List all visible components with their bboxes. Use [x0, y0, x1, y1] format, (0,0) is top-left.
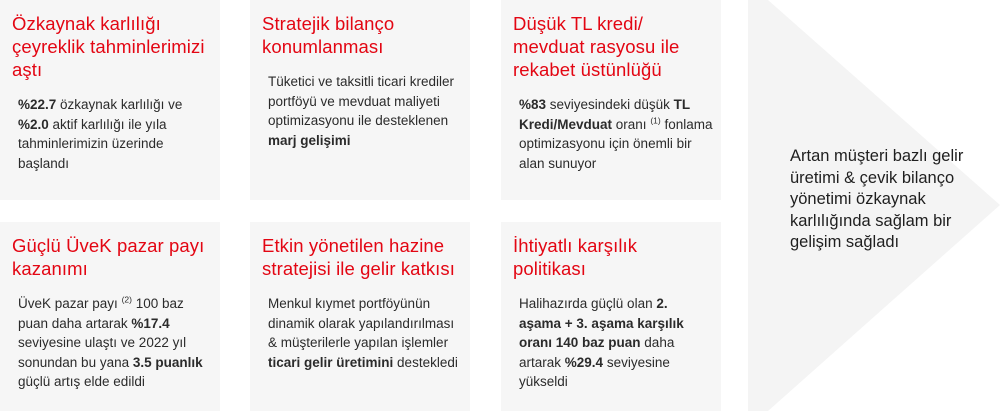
card-title: Etkin yönetilen hazine stratejisi ile gelir katkısı: [262, 235, 455, 279]
text-segment: Halihazırda güçlü olan: [519, 296, 657, 311]
card-treasury: [250, 222, 470, 411]
bold-text: 3.5 puanlık: [132, 354, 203, 370]
bold-text: %83: [519, 97, 547, 112]
text-segment: Menkul kıymet portföyünün dinamik olarak yapılandırılması & müşterilerle yapılan işlemler: [268, 296, 455, 350]
card-market-share: [0, 222, 220, 411]
bold-text: %2.0: [18, 116, 49, 132]
text-segment: güçlü artış elde edildi: [18, 374, 145, 389]
text-segment: seviyesine yükseldi: [519, 354, 670, 389]
bold-text: TL Kredi/Mevduat: [519, 97, 690, 132]
card-body: [262, 72, 462, 150]
text-segment: 100 baz puan daha artarak: [18, 296, 184, 331]
card-body: [12, 294, 212, 392]
card-balance-sheet: [250, 0, 470, 200]
card-roe: [0, 0, 220, 200]
card-body: [513, 95, 713, 173]
text-segment: seviyesindeki düşük: [546, 97, 674, 112]
text-segment: aktif karlılığı ile yıla tahminlerimizin üzerinde başlandı: [18, 116, 167, 171]
bold-text: 2. aşama + 3. aşama karşılık oranı 140 baz puan: [519, 296, 684, 350]
card-title: İhtiyatlı karşılık politikası: [513, 235, 638, 279]
card-body: [262, 294, 462, 372]
text-segment: fonlama optimizasyonu için önemli bir alan sunuyor: [519, 116, 713, 171]
text-segment: ÜveK pazar payı: [18, 296, 122, 311]
text-segment: destekledi: [393, 354, 458, 370]
card-loan-deposit: [501, 0, 721, 200]
bold-text: marj gelişimi: [268, 132, 351, 148]
text-segment: daha artarak: [519, 335, 675, 370]
footnote-marker: (2): [121, 294, 132, 305]
text-segment: seviyesine ulaştı ve 2022 yıl sonundan bu yana: [18, 335, 187, 370]
card-title: Düşük TL kredi/ mevduat rasyosu ile rekabet üstünlüğü: [513, 13, 680, 80]
bold-text: %29.4: [564, 354, 604, 370]
footnote-marker: (1): [650, 115, 661, 125]
bold-text: %22.7: [18, 97, 57, 112]
card-title: Özkaynak karlılığı çeyreklik tahminlerimizi aştı: [12, 13, 205, 80]
card-title: Stratejik bilanço konumlanması: [262, 13, 395, 57]
text-segment: oranı: [612, 116, 651, 132]
text-segment: özkaynak karlılığı ve: [56, 97, 183, 112]
card-title: Güçlü ÜveK pazar payı kazanımı: [12, 235, 205, 279]
text-segment: Tüketici ve taksitli ticari krediler portföyü ve mevduat maliyeti optimizasyonu ile desteklenen: [268, 74, 455, 128]
bold-text: %17.4: [131, 315, 170, 331]
card-body: [513, 294, 713, 392]
summary-text: Artan müşteri bazlı gelir üretimi & çevik bilanço yönetimi özkaynak karlılığında sağlam bir gelişim sağladı: [790, 147, 964, 251]
bold-text: ticari gelir üretimini: [268, 354, 394, 370]
card-body: [12, 95, 212, 173]
card-provisioning: [501, 222, 721, 411]
